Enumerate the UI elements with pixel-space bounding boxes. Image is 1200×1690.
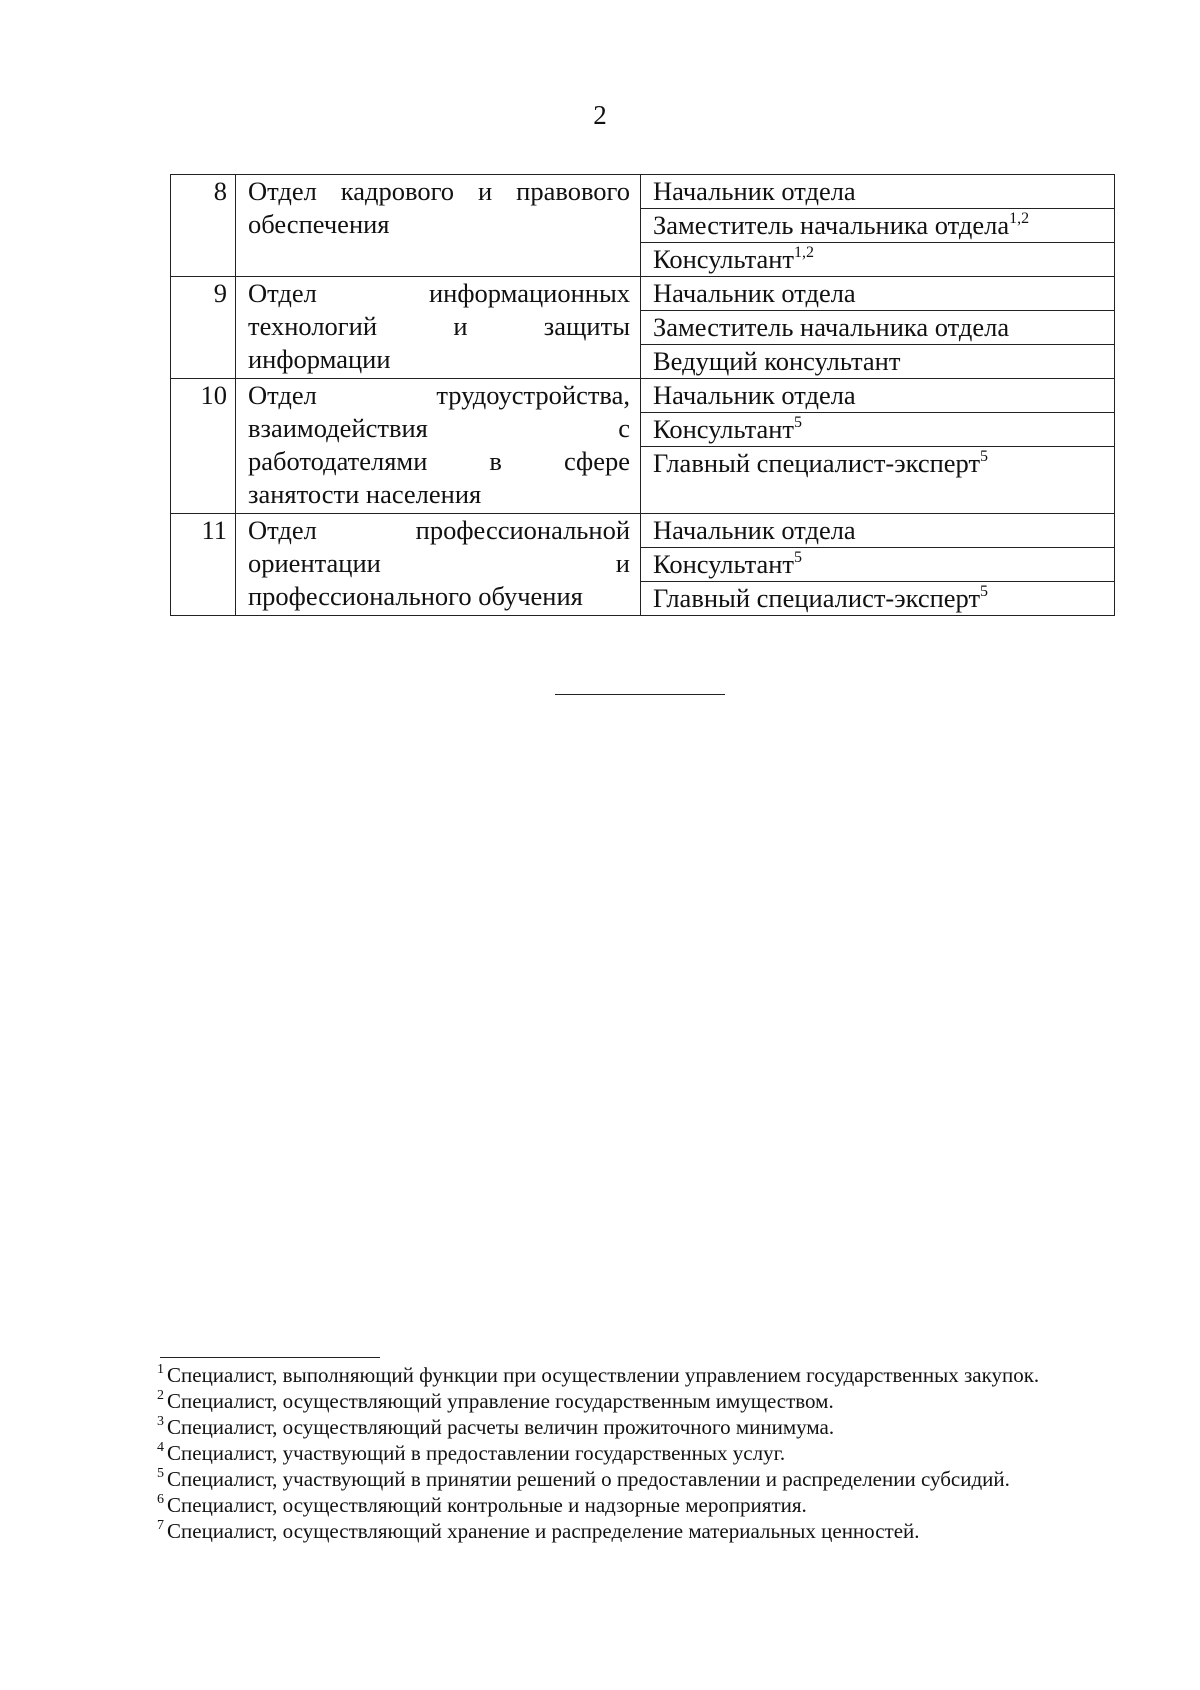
position-title: Ведущий консультант	[653, 346, 901, 376]
table-end-divider	[555, 694, 725, 695]
position-cell	[641, 447, 1115, 514]
position-title: Консультант	[653, 244, 795, 274]
position-footnote-mark: 5	[980, 583, 989, 600]
position-footnote-mark: 5	[980, 448, 989, 465]
department-line: занятости населения	[248, 479, 482, 509]
position-title: Заместитель начальника отдела	[653, 312, 1010, 342]
position-cell	[641, 209, 1115, 243]
footnote-mark: 7	[157, 1518, 164, 1533]
position-footnote-mark: 1,2	[1009, 210, 1030, 227]
department-line: Отдел профессиональной	[248, 515, 630, 545]
department-line: профессионального обучения	[248, 581, 583, 611]
footnote-text: Специалист, выполняющий функции при осуществлении управлением государственных закупок.	[167, 1363, 1040, 1387]
position-cell	[641, 277, 1115, 311]
position-title: Начальник отдела	[653, 515, 856, 545]
footnote	[157, 1414, 1102, 1440]
position-footnote-mark: 5	[794, 414, 803, 431]
footnote	[157, 1388, 1102, 1414]
table-row	[171, 175, 1115, 209]
position-cell	[641, 345, 1115, 379]
department-line: обеспечения	[248, 209, 390, 239]
position-cell	[641, 243, 1115, 277]
position-cell	[641, 175, 1115, 209]
staff-table	[170, 174, 1115, 616]
footnote	[157, 1492, 1102, 1518]
position-footnote-mark: 1,2	[794, 244, 815, 261]
department-line: технологий и защиты	[248, 311, 630, 341]
position-cell	[641, 413, 1115, 447]
row-number: 9	[171, 277, 236, 379]
table-row	[171, 514, 1115, 548]
row-number: 10	[171, 379, 236, 514]
position-cell	[641, 582, 1115, 616]
footnote-text: Специалист, осуществляющий расчеты величин прожиточного минимума.	[167, 1415, 835, 1439]
position-cell	[641, 379, 1115, 413]
position-title: Заместитель начальника отдела	[653, 210, 1010, 240]
footnote-text: Специалист, осуществляющий хранение и распределение материальных ценностей.	[167, 1519, 920, 1543]
position-title: Главный специалист-эксперт	[653, 448, 981, 478]
footnote-mark: 2	[157, 1388, 164, 1403]
department-name	[236, 175, 641, 277]
position-title: Начальник отдела	[653, 380, 856, 410]
department-line: ориентации и	[248, 548, 630, 578]
footnotes	[157, 1362, 1102, 1544]
department-name	[236, 277, 641, 379]
footnote	[157, 1466, 1102, 1492]
row-number: 11	[171, 514, 236, 616]
footnote-text: Специалист, участвующий в предоставлении государственных услуг.	[167, 1441, 786, 1465]
footnote-text: Специалист, осуществляющий управление государственным имуществом.	[167, 1389, 834, 1413]
footnote-separator	[160, 1357, 380, 1358]
position-title: Начальник отдела	[653, 176, 856, 206]
position-title: Главный специалист-эксперт	[653, 583, 981, 613]
footnote	[157, 1440, 1102, 1466]
department-line: Отдел информационных	[248, 278, 630, 308]
table-row	[171, 277, 1115, 311]
position-cell	[641, 311, 1115, 345]
footnote-mark: 5	[157, 1466, 164, 1481]
department-line: взаимодействия с	[248, 413, 630, 443]
position-cell	[641, 514, 1115, 548]
footnote-text: Специалист, осуществляющий контрольные и надзорные мероприятия.	[167, 1493, 807, 1517]
footnote	[157, 1362, 1102, 1388]
footnote-mark: 3	[157, 1414, 164, 1429]
department-name	[236, 379, 641, 514]
table-row	[171, 379, 1115, 413]
department-line: работодателями в сфере	[248, 446, 630, 476]
row-number: 8	[171, 175, 236, 277]
page-number: 2	[593, 100, 607, 130]
department-line: Отдел трудоустройства,	[248, 380, 630, 410]
footnote-mark: 4	[157, 1440, 164, 1455]
footnote-mark: 1	[157, 1362, 164, 1377]
department-name	[236, 514, 641, 616]
footnote-mark: 6	[157, 1492, 164, 1507]
department-line: Отдел кадрового и правового	[248, 176, 630, 206]
position-title: Консультант	[653, 414, 795, 444]
position-cell	[641, 548, 1115, 582]
position-footnote-mark: 5	[794, 549, 803, 566]
position-title: Начальник отдела	[653, 278, 856, 308]
position-title: Консультант	[653, 549, 795, 579]
footnote	[157, 1518, 1102, 1544]
footnote-text: Специалист, участвующий в принятии решений о предоставлении и распределении субсидий.	[167, 1467, 1010, 1491]
department-line: информации	[248, 344, 391, 374]
